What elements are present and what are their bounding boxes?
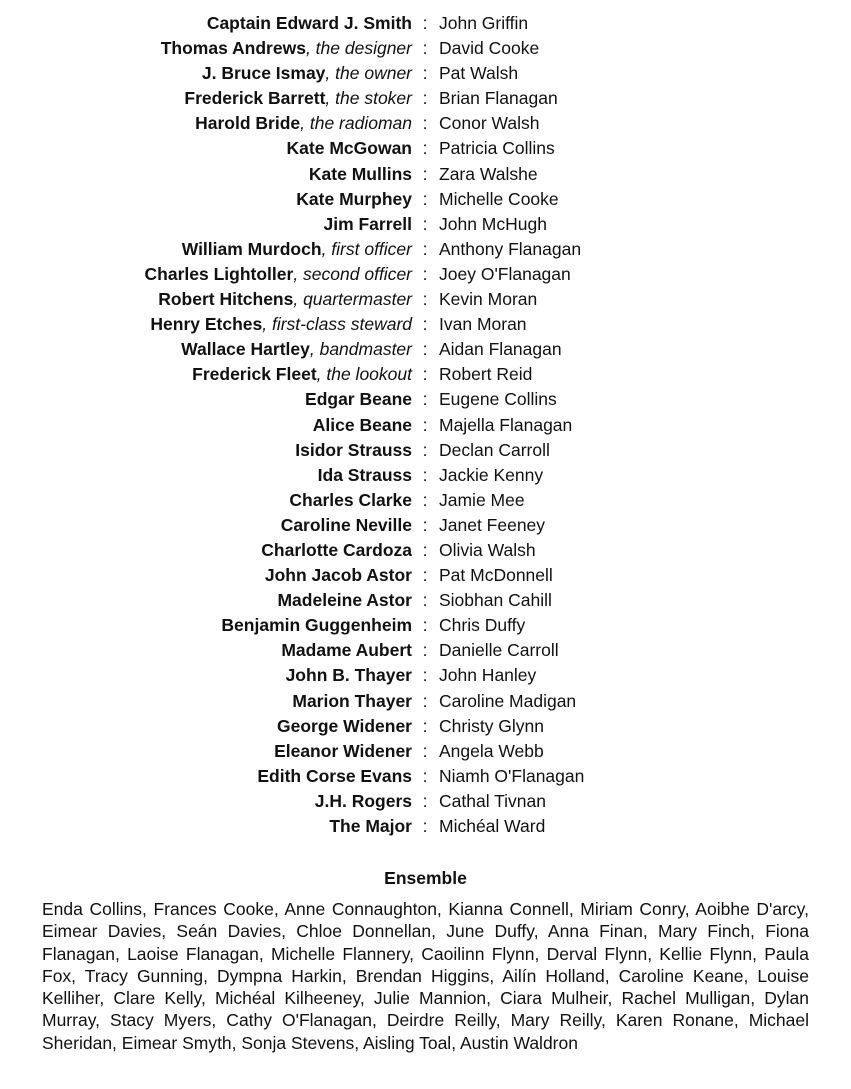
separator: : [422,289,428,310]
actor-name: Angela Webb [439,740,544,761]
actor-name: Janet Feeney [439,514,546,535]
role [295,438,412,463]
role [274,739,412,764]
role [221,613,412,638]
actor-name: Kevin Moran [439,289,538,310]
role [287,136,412,161]
actor-name: Olivia Walsh [439,539,536,560]
separator: : [422,790,428,811]
cast-row [0,362,851,387]
separator: : [422,389,428,410]
actor-name: Ivan Moran [439,314,527,335]
separator: : [422,565,428,586]
actor-name: Siobhan Cahill [439,590,552,611]
role-name: Madeleine Astor [277,590,412,611]
actor-name: Michelle Cooke [439,188,559,209]
role [289,488,412,513]
role-description: , bandmaster [309,339,412,360]
role-name: Kate Mullins [308,163,412,184]
actor-name: Joey O'Flanagan [439,263,571,284]
cast-row [0,739,851,764]
separator: : [422,163,428,184]
role [277,714,412,739]
cast-row [0,11,851,36]
actor-name: Declan Carroll [439,439,550,460]
actor-name: Patricia Collins [439,138,555,159]
cast-list [0,11,851,839]
cast-row [0,563,851,588]
role-name: J. Bruce Ismay [201,63,326,84]
separator: : [422,715,428,736]
role-name: Charles Clarke [289,489,412,510]
role [257,764,412,789]
cast-row [0,613,851,638]
actor-name: Pat McDonnell [439,565,553,586]
role [158,287,412,312]
actor-name: Chris Duffy [439,615,526,636]
separator: : [422,364,428,385]
role-description: , second officer [293,263,412,284]
separator: : [422,816,428,836]
separator: : [422,88,428,109]
separator: : [422,615,428,636]
cast-row [0,789,851,814]
separator: : [422,188,428,209]
separator: : [422,13,428,33]
role [313,413,412,438]
separator: : [422,765,428,786]
role-description: , quartermaster [293,289,412,310]
role-name: Benjamin Guggenheim [221,615,412,636]
role [192,362,412,387]
separator: : [422,690,428,711]
actor-name: Jamie Mee [439,489,525,510]
actor-name: John Hanley [439,665,537,686]
cast-row [0,287,851,312]
actor-name: Zara Walshe [439,163,538,184]
separator: : [422,464,428,485]
role-name: Madame Aubert [281,640,412,661]
actor-name: Michéal Ward [439,816,546,836]
separator: : [422,113,428,134]
role-name: Charles Lightoller [144,263,294,284]
cast-row [0,187,851,212]
cast-row [0,463,851,488]
role-name: Henry Etches [150,314,263,335]
separator: : [422,665,428,686]
actor-name: Cathal Tivnan [439,790,547,811]
role-name: Thomas Andrews [160,38,306,59]
cast-row [0,588,851,613]
role-name: Robert Hitchens [158,289,294,310]
actor-name: Robert Reid [439,364,533,385]
role [150,312,412,337]
role [292,689,412,714]
cast-row [0,86,851,111]
role-description: , the lookout [316,364,412,385]
actor-name: Christy Glynn [439,715,545,736]
actor-name: Conor Walsh [439,113,540,134]
cast-row [0,262,851,287]
separator: : [422,489,428,510]
separator: : [422,539,428,560]
cast-row [0,538,851,563]
cast-row [0,663,851,688]
cast-row [0,387,851,412]
actor-name: Brian Flanagan [439,88,558,109]
ensemble-heading: Ensemble [384,868,467,888]
role-description: , the stoker [325,88,412,109]
actor-name: Niamh O'Flanagan [439,765,585,786]
cast-row [0,814,851,839]
cast-row [0,237,851,262]
role [277,588,412,613]
cast-row [0,438,851,463]
role-name: George Widener [276,715,412,736]
cast-row [0,513,851,538]
separator: : [422,138,428,159]
role-description: , the radioman [300,113,412,134]
separator: : [422,590,428,611]
role-name: William Murdoch [181,238,322,259]
role [305,387,412,412]
cast-row [0,714,851,739]
role-name: Frederick Barrett [184,88,326,109]
separator: : [422,339,428,360]
cast-row [0,638,851,663]
role [195,111,412,136]
role [281,513,412,538]
role-name: Frederick Fleet [192,364,317,385]
role [329,814,412,839]
role [184,86,412,111]
cast-row [0,764,851,789]
role [207,11,412,36]
separator: : [422,263,428,284]
role-name: Jim Farrell [323,213,412,234]
actor-name: Anthony Flanagan [439,238,582,259]
separator: : [422,740,428,761]
cast-row [0,212,851,237]
role [281,638,412,663]
role-description: , first-class steward [262,314,412,335]
role-name: Eleanor Widener [274,740,412,761]
actor-name: John Griffin [439,13,529,33]
cast-row [0,488,851,513]
role-name: Wallace Hartley [181,339,310,360]
role [182,237,412,262]
actor-name: Majella Flanagan [439,414,573,435]
separator: : [422,63,428,84]
role-name: Ida Strauss [317,464,412,485]
role-name: Alice Beane [312,414,412,435]
separator: : [422,640,428,661]
role-name: Edgar Beane [305,389,412,410]
role-description: , the owner [325,63,412,84]
role-name: John B. Thayer [285,665,412,686]
separator: : [422,439,428,460]
role [145,262,412,287]
role-description: , first officer [321,238,412,259]
separator: : [422,213,428,234]
actor-name: Caroline Madigan [439,690,577,711]
role-name: Kate McGowan [286,138,412,159]
role [181,337,412,362]
cast-row [0,61,851,86]
cast-row [0,111,851,136]
separator: : [422,38,428,59]
role [323,212,412,237]
role [265,563,412,588]
role-name: Kate Murphey [296,188,412,209]
role-name: John Jacob Astor [264,565,412,586]
role [286,663,412,688]
role-name: Harold Bride [195,113,301,134]
role-name: Captain Edward J. Smith [206,13,412,33]
role [296,187,412,212]
role-name: Charlotte Cardoza [261,539,412,560]
cast-row [0,36,851,61]
actor-name: Jackie Kenny [439,464,544,485]
role-name: Marion Thayer [292,690,412,711]
role [315,789,412,814]
role [202,61,412,86]
actor-name: John McHugh [439,213,547,234]
cast-row [0,136,851,161]
separator: : [422,414,428,435]
actor-name: David Cooke [439,38,540,59]
role-name: Caroline Neville [280,514,412,535]
role-name: J.H. Rogers [314,790,412,811]
role [309,162,412,187]
cast-row [0,413,851,438]
separator: : [422,514,428,535]
actor-name: Danielle Carroll [439,640,559,661]
separator: : [422,238,428,259]
ensemble-members: Enda Collins, Frances Cooke, Anne Connaughton, Kianna Connell, Miriam Conry, Aoibhe D'arcy, Eimear Davies, Seán Davies, Chloe Donnellan, June Duffy, Anna Finan, Mary Finch, Fiona Flanagan, Laoise Flanagan, Michelle Flannery, Caoilinn Flynn, Derval Flynn, Kellie Flynn, Paula Fox, Tracy Gunning, Dympna Harkin, Brendan Higgins, Ailín Holland, Caroline Keane, Louise Kelliher, Clare Kelly, Michéal Kilheeney, Julie Mannion, Ciara Mulheir, Rachel Mulligan, Dylan Murray, Stacy Myers, Cathy O'Flanagan, Deirdre Reilly, Mary Reilly, Karen Ronane, Michael Sheridan, Eimear Smyth, Sonja Stevens, Aisling Toal, Austin Waldron [42,899,809,1053]
role-name: Isidor Strauss [295,439,412,460]
cast-row [0,689,851,714]
role [318,463,412,488]
role [261,538,412,563]
cast-row [0,162,851,187]
role-description: , the designer [305,38,412,59]
actor-name: Aidan Flanagan [439,339,562,360]
separator: : [422,314,428,335]
cast-row [0,337,851,362]
role [161,36,412,61]
actor-name: Eugene Collins [439,389,557,410]
cast-row [0,312,851,337]
role-name: The Major [329,816,412,836]
actor-name: Pat Walsh [439,63,519,84]
role-name: Edith Corse Evans [257,765,412,786]
